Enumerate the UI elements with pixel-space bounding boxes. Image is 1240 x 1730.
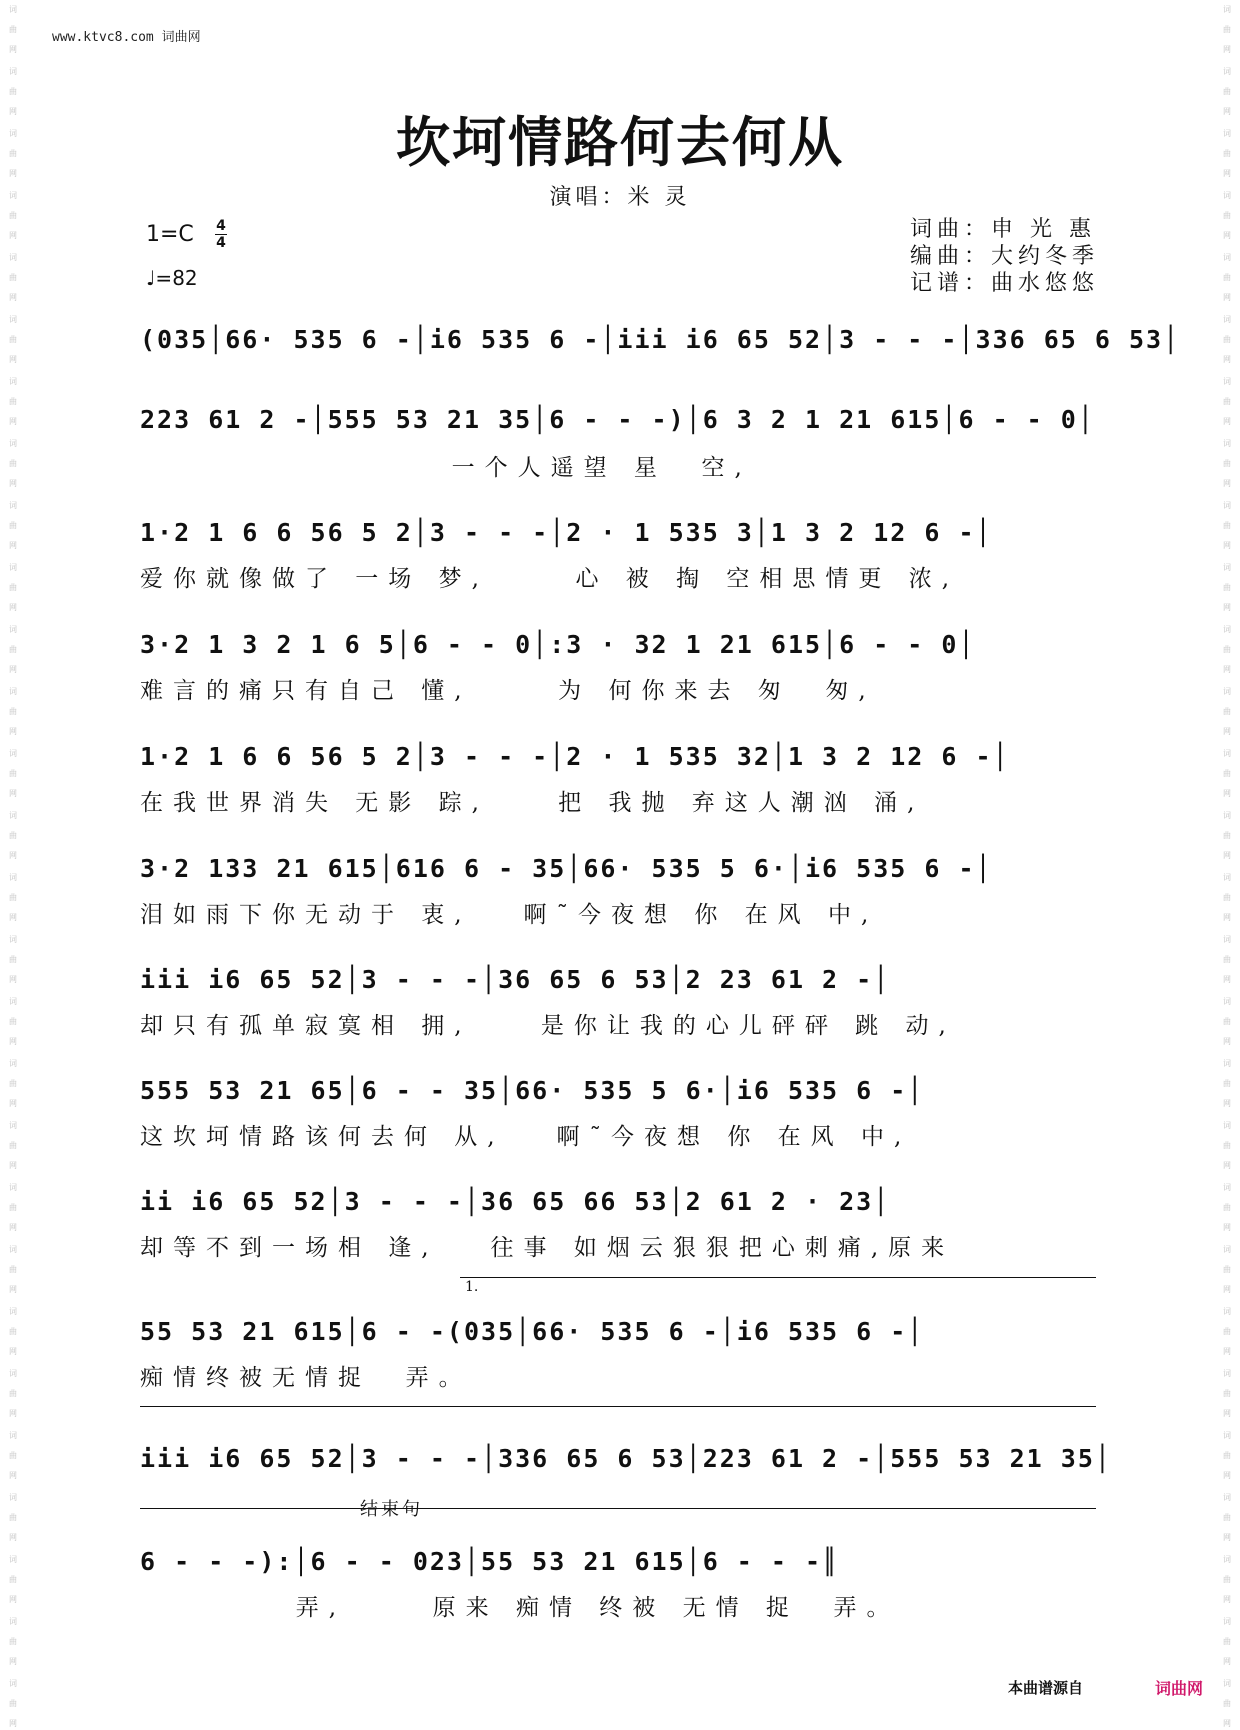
- side-watermark-right: [1214, 0, 1240, 1730]
- score-line-9: ii i6 65 52│3 - - -│36 65 66 53│2 61 2 · 23│: [140, 1187, 891, 1216]
- watermark-repeat: 词 曲 网: [9, 439, 17, 488]
- watermark-repeat: 词 曲 网: [1223, 1121, 1231, 1170]
- watermark-repeat: 词 曲 网: [1223, 1059, 1231, 1108]
- watermark-repeat: 词 曲 网: [9, 749, 17, 798]
- watermark-repeat: 词 曲 网: [9, 5, 17, 54]
- volta-label: 1.: [465, 1279, 479, 1295]
- watermark-repeat: 词 曲 网: [9, 935, 17, 984]
- lyric-line-3: 爱你就像做了 一场 梦, 心 被 掏 空相思情更 浓,: [140, 566, 960, 592]
- watermark-repeat: 词 曲 网: [1223, 191, 1231, 240]
- lyric-line-6: 泪如雨下你无动于 衷, 啊˜今夜想 你 在风 中,: [140, 902, 879, 928]
- watermark-repeat: 词 曲 网: [1223, 439, 1231, 488]
- watermark-repeat: 词 曲 网: [1223, 935, 1231, 984]
- watermark-repeat: 词 曲 网: [1223, 997, 1231, 1046]
- watermark-repeat: 词 曲 网: [9, 1493, 17, 1542]
- score-line-10: 55 53 21 615│6 - -(035│66· 535 6 -│i6 535 6 -│: [140, 1317, 925, 1346]
- score-line-7: iii i6 65 52│3 - - -│36 65 6 53│2 23 61 2 -│: [140, 965, 891, 994]
- watermark-repeat: 词 曲 网: [9, 315, 17, 364]
- watermark-repeat: 词 曲 网: [1223, 1183, 1231, 1232]
- lyric-line-12: 弄, 原来 痴情 终被 无情 捉 弄。: [140, 1595, 900, 1621]
- watermark-repeat: 词 曲 网: [1223, 1555, 1231, 1604]
- score-line-2: 223 61 2 -│555 53 21 35│6 - - -)│6 3 2 1 21 615│6 - - 0│: [140, 405, 1095, 434]
- volta-bracket: [460, 1277, 1096, 1278]
- watermark-repeat: 词 曲 网: [9, 1369, 17, 1418]
- watermark-repeat: 词 曲 网: [9, 1307, 17, 1356]
- watermark-repeat: 词 曲 网: [9, 625, 17, 674]
- watermark-repeat: 词 曲 网: [1223, 129, 1231, 178]
- watermark-repeat: 词 曲 网: [9, 1245, 17, 1294]
- watermark-repeat: 词 曲 网: [9, 1183, 17, 1232]
- watermark-repeat: 词 曲 网: [9, 253, 17, 302]
- score-line-6: 3·2 133 21 615│616 6 - 35│66· 535 5 6·│i6 535 6 -│: [140, 854, 993, 883]
- watermark-repeat: 词 曲 网: [1223, 1245, 1231, 1294]
- watermark-repeat: 词 曲 网: [1223, 501, 1231, 550]
- watermark-repeat: 词 曲 网: [9, 377, 17, 426]
- score-line-11: iii i6 65 52│3 - - -│336 65 6 53│223 61 2 -│555 53 21 35│: [140, 1444, 1112, 1473]
- credit-arranger: 编曲：大约冬季: [910, 244, 1100, 269]
- coda-label: 结束句: [360, 1499, 423, 1520]
- watermark-repeat: 词 曲 网: [9, 563, 17, 612]
- watermark-repeat: 词 曲 网: [9, 501, 17, 550]
- watermark-repeat: 词 曲 网: [9, 1059, 17, 1108]
- watermark-repeat: 词 曲 网: [1223, 1617, 1231, 1666]
- lyric-line-7: 却只有孤单寂寞相 拥, 是你让我的心儿砰砰 跳 动,: [140, 1013, 956, 1039]
- watermark-repeat: 词 曲 网: [1223, 67, 1231, 116]
- score-line-5: 1·2 1 6 6 56 5 2│3 - - -│2 · 1 535 32│1 3 2 12 6 -│: [140, 742, 1010, 771]
- lyric-line-4: 难言的痛只有自己 懂, 为 何你来去 匆 匆,: [140, 678, 876, 704]
- watermark-repeat: 词 曲 网: [1223, 563, 1231, 612]
- watermark-repeat: 词 曲 网: [9, 1121, 17, 1170]
- coda-bracket: [140, 1508, 1096, 1509]
- watermark-repeat: 词 曲 网: [9, 997, 17, 1046]
- watermark-repeat: 词 曲 网: [1223, 811, 1231, 860]
- score-line-4: 3·2 1 3 2 1 6 5│6 - - 0│:3 · 32 1 21 615│6 - - 0│: [140, 630, 976, 659]
- lyric-line-8: 这坎坷情路该何去何 从, 啊˜今夜想 你 在风 中,: [140, 1124, 912, 1150]
- watermark-repeat: 词 曲 网: [9, 1617, 17, 1666]
- watermark-repeat: 词 曲 网: [1223, 1493, 1231, 1542]
- watermark-repeat: 词 曲 网: [1223, 873, 1231, 922]
- volta-bracket-continued: [140, 1406, 1096, 1407]
- watermark-repeat: 词 曲 网: [1223, 315, 1231, 364]
- lyric-line-5: 在我世界消失 无影 踪, 把 我抛 弃这人潮汹 涌,: [140, 790, 925, 816]
- score-line-12: 6 - - -):│6 - - 023│55 53 21 615│6 - - -║: [140, 1547, 840, 1576]
- side-watermark-left: [0, 0, 26, 1730]
- lyric-line-2: 一个人遥望 星 空,: [140, 455, 752, 481]
- watermark-repeat: 词 曲 网: [1223, 1679, 1231, 1728]
- time-signature: [215, 218, 227, 251]
- score-line-8: 555 53 21 65│6 - - 35│66· 535 5 6·│i6 535 6 -│: [140, 1076, 925, 1105]
- credit-transcriber: 记谱：曲水悠悠: [910, 271, 1100, 296]
- watermark-repeat: 词 曲 网: [1223, 687, 1231, 736]
- watermark-repeat: 词 曲 网: [9, 1431, 17, 1480]
- score-line-3: 1·2 1 6 6 56 5 2│3 - - -│2 · 1 535 3│1 3 2 12 6 -│: [140, 518, 993, 547]
- watermark-repeat: 词 曲 网: [9, 191, 17, 240]
- watermark-repeat: 词 曲 网: [1223, 1307, 1231, 1356]
- watermark-repeat: 词 曲 网: [1223, 1369, 1231, 1418]
- watermark-repeat: 词 曲 网: [9, 1679, 17, 1728]
- watermark-repeat: 词 曲 网: [1223, 1431, 1231, 1480]
- singer-credit: 演唱：米 灵: [549, 185, 691, 210]
- lyric-line-10: 痴情终被无情捉 弄。: [140, 1365, 472, 1391]
- watermark-repeat: 词 曲 网: [1223, 253, 1231, 302]
- credit-lyrics-music: 词曲：申 光 惠: [910, 217, 1096, 242]
- watermark-repeat: 词 曲 网: [9, 687, 17, 736]
- footer-source-text: 本曲谱源自: [1008, 1679, 1084, 1697]
- credits: [910, 216, 1099, 297]
- watermark-repeat: 词 曲 网: [1223, 749, 1231, 798]
- watermark-repeat: 词 曲 网: [9, 811, 17, 860]
- tempo-marking: ♩=82: [146, 266, 198, 290]
- watermark-repeat: 词 曲 网: [9, 129, 17, 178]
- watermark-repeat: 词 曲 网: [9, 1555, 17, 1604]
- watermark-repeat: 词 曲 网: [1223, 625, 1231, 674]
- time-signature-top: 4: [216, 218, 226, 234]
- score-line-1: (035│66· 535 6 -│i6 535 6 -│iii i6 65 52│3 - - -│336 65 6 53│: [140, 325, 1181, 354]
- watermark-repeat: 词 曲 网: [9, 67, 17, 116]
- key-signature: 1=C: [146, 222, 194, 247]
- time-signature-bottom: 4: [216, 235, 226, 251]
- song-title: 坎坷情路何去何从: [396, 111, 844, 174]
- lyric-line-9: 却等不到一场相 逢, 往事 如烟云狠狠把心刺痛,原来: [140, 1235, 955, 1261]
- watermark-repeat: 词 曲 网: [1223, 377, 1231, 426]
- watermark-repeat: 词 曲 网: [1223, 5, 1231, 54]
- site-link[interactable]: www.ktvc8.com 词曲网: [52, 30, 201, 45]
- footer-brand-link[interactable]: 词曲网: [1155, 1679, 1204, 1698]
- watermark-repeat: 词 曲 网: [9, 873, 17, 922]
